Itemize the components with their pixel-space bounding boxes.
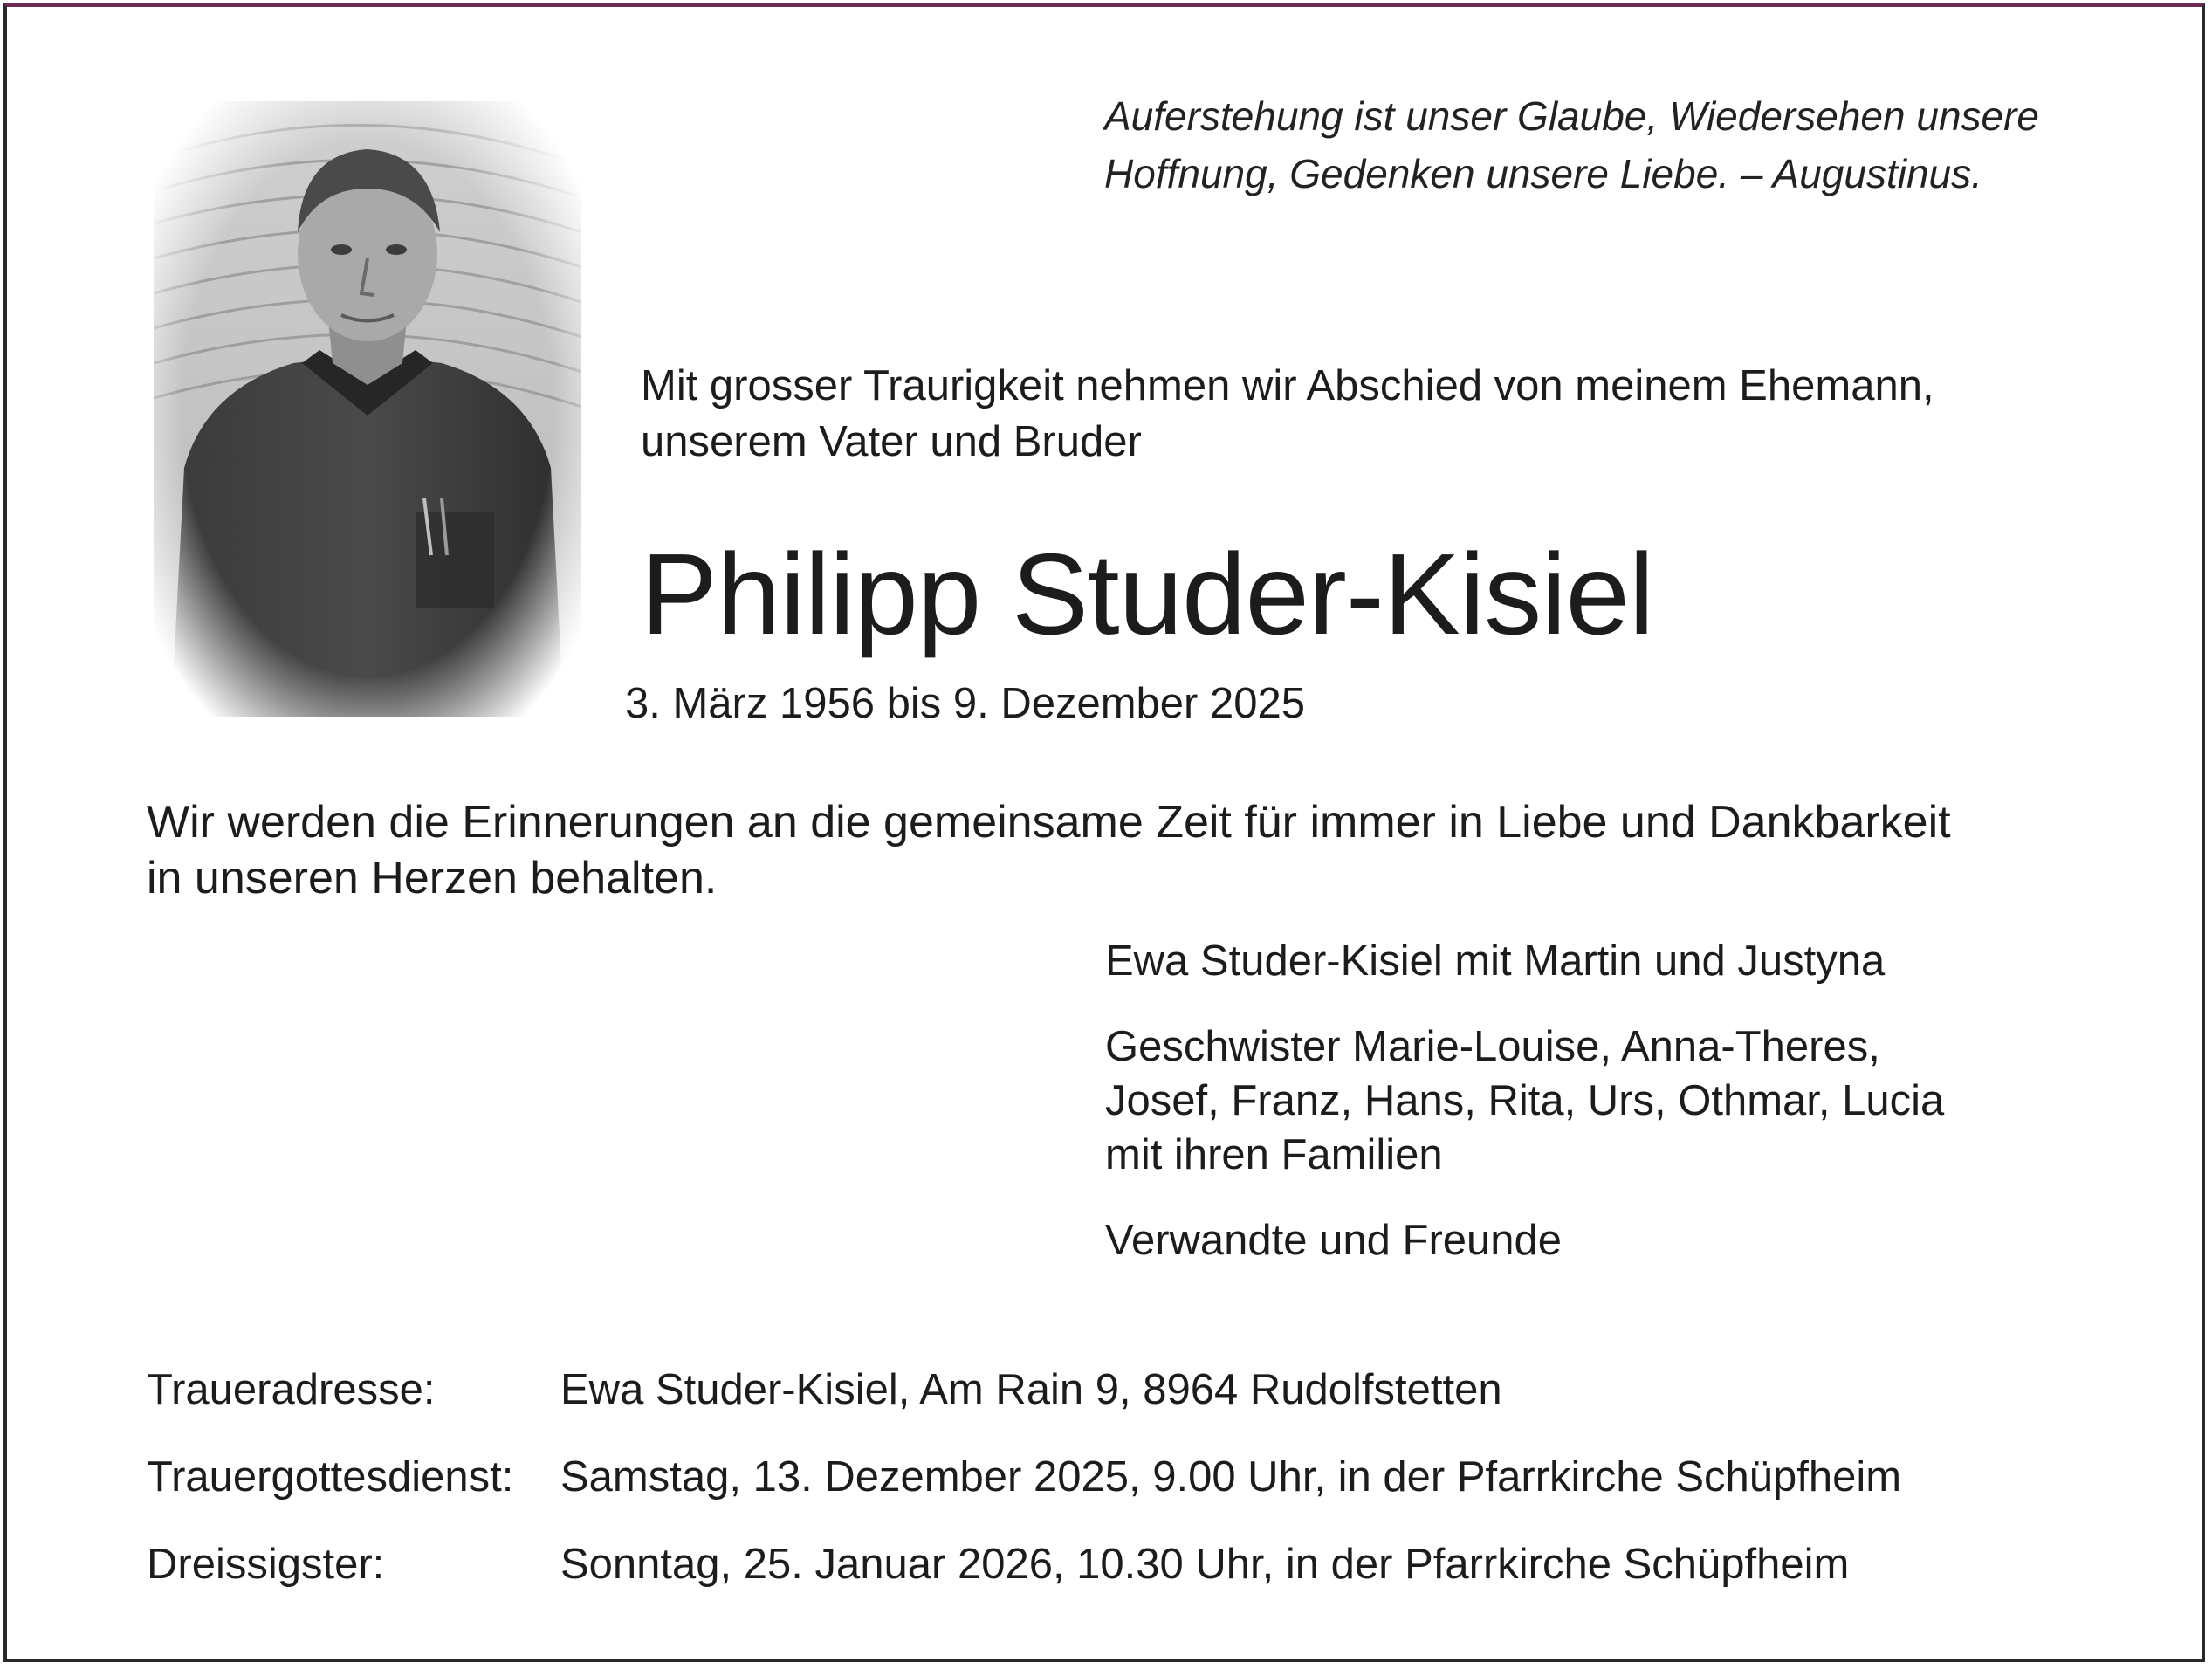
mourners-list bbox=[1105, 934, 2153, 1299]
intro-text bbox=[641, 358, 2125, 470]
info-label: Traueradresse: bbox=[147, 1366, 436, 1413]
intro-line-1: Mit grosser Traurigkeit nehmen wir Abschied von meinem Ehemann, bbox=[641, 362, 1934, 409]
siblings-line-3: mit ihren Familien bbox=[1105, 1131, 1443, 1178]
intro-line-2: unserem Vater und Bruder bbox=[641, 418, 1142, 465]
info-row-thirtieth bbox=[147, 1536, 1901, 1624]
siblings-line-2: Josef, Franz, Hans, Rita, Urs, Othmar, Lucia bbox=[1105, 1077, 1945, 1124]
info-value: Samstag, 13. Dezember 2025, 9.00 Uhr, in der Pfarrkirche Schüpfheim bbox=[560, 1453, 1902, 1501]
siblings-line-1: Geschwister Marie-Louise, Anna-Theres, bbox=[1105, 1023, 1880, 1070]
portrait-photo bbox=[154, 101, 581, 717]
deceased-name: Philipp Studer-Kisiel bbox=[641, 530, 1654, 658]
info-value: Sonntag, 25. Januar 2026, 10.30 Uhr, in der Pfarrkirche Schüpfheim bbox=[560, 1541, 1850, 1588]
quote bbox=[1104, 87, 2169, 203]
mourners-others: Verwandte und Freunde bbox=[1105, 1217, 1563, 1264]
info-row-address bbox=[147, 1362, 1901, 1449]
quote-line-2: Hoffnung, Gedenken unsere Liebe. – Augustinus. bbox=[1104, 151, 1982, 196]
quote-line-1: Auferstehung ist unser Glaube, Wiedersehen unsere bbox=[1104, 93, 2040, 139]
info-label: Trauergottesdienst: bbox=[147, 1453, 514, 1501]
mourners-siblings bbox=[1105, 1020, 2153, 1182]
info-label: Dreissigster: bbox=[147, 1541, 385, 1588]
mourners-spouse: Ewa Studer-Kisiel mit Martin und Justyna bbox=[1105, 938, 1886, 985]
memory-text bbox=[147, 794, 2154, 906]
memory-line-1: Wir werden die Erinnerungen an die gemeinsame Zeit für immer in Liebe und Dankbarkeit bbox=[147, 797, 1951, 848]
service-info bbox=[147, 1362, 1901, 1624]
info-row-service bbox=[147, 1449, 1901, 1536]
memory-line-2: in unseren Herzen behalten. bbox=[147, 853, 718, 903]
life-dates: 3. März 1956 bis 9. Dezember 2025 bbox=[625, 680, 1305, 727]
info-value: Ewa Studer-Kisiel, Am Rain 9, 8964 Rudolfstetten bbox=[560, 1366, 1502, 1413]
